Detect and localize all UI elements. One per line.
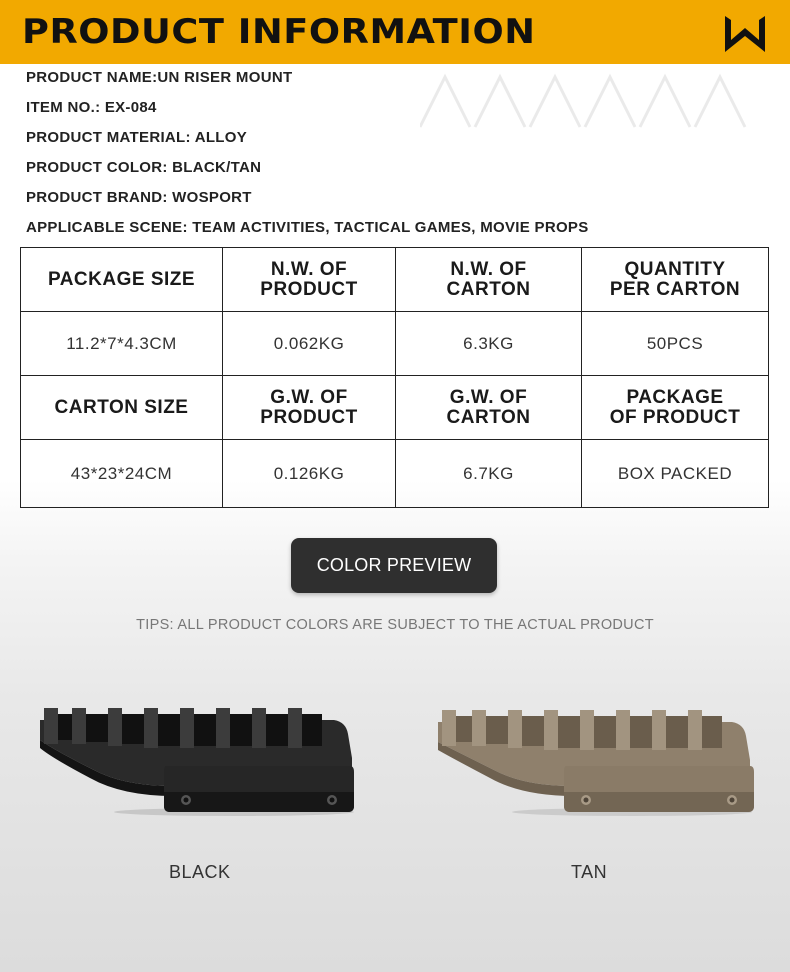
table-cell: 6.7KG (396, 440, 582, 508)
header-label: G.W. OF (270, 386, 348, 408)
header-label: OF PRODUCT (609, 406, 741, 428)
table-header-row (21, 248, 769, 312)
header-label: G.W. OF (449, 386, 528, 408)
brand-text: PRODUCT BRAND: WOSPORT (26, 189, 252, 206)
item-number-text: ITEM NO.: EX-084 (26, 99, 157, 116)
header-label: N.W. OF (450, 258, 527, 280)
table-header-cell (223, 376, 396, 440)
product-info-list (26, 70, 766, 250)
header-label: CARTON (446, 406, 531, 428)
table-header-row (21, 376, 769, 440)
w-brand-logo-icon (722, 14, 768, 54)
table-cell: 11.2*7*4.3CM (21, 312, 223, 376)
header-label: PER CARTON (609, 278, 741, 300)
table-header-cell (21, 248, 223, 312)
black-color-label: BLACK (169, 862, 231, 882)
table-cell: 0.062KG (223, 312, 396, 376)
color-preview-button[interactable]: COLOR PREVIEW (291, 538, 497, 593)
color-text: PRODUCT COLOR: BLACK/TAN (26, 159, 262, 176)
header-label: PACKAGE SIZE (47, 268, 196, 290)
table-header-cell (21, 376, 223, 440)
header-label: PRODUCT (260, 278, 358, 300)
spec-table (20, 247, 769, 508)
table-cell: 50PCS (582, 312, 769, 376)
material-text: PRODUCT MATERIAL: ALLOY (26, 129, 248, 146)
table-row (21, 312, 769, 376)
header-banner (0, 0, 790, 64)
tan-riser-mount-image (432, 702, 758, 818)
table-cell: 43*23*24CM (21, 440, 223, 508)
table-cell: 6.3KG (396, 312, 582, 376)
header-label: PACKAGE (626, 386, 724, 408)
page-title: PRODUCT INFORMATION (22, 12, 536, 52)
table-header-cell (223, 248, 396, 312)
tips-text: TIPS: ALL PRODUCT COLORS ARE SUBJECT TO THE ACTUAL PRODUCT (136, 617, 654, 633)
table-header-cell (396, 376, 582, 440)
table-cell: 0.126KG (223, 440, 396, 508)
tan-color-label: TAN (571, 862, 608, 882)
header-label: CARTON (446, 278, 531, 300)
table-header-cell (396, 248, 582, 312)
table-header-cell (582, 376, 769, 440)
black-riser-mount-image (34, 700, 356, 818)
scene-text: APPLICABLE SCENE: TEAM ACTIVITIES, TACTICAL GAMES, MOVIE PROPS (26, 219, 589, 236)
product-name-text: PRODUCT NAME:UN RISER MOUNT (26, 69, 293, 86)
header-label: QUANTITY (624, 258, 726, 280)
table-header-cell (582, 248, 769, 312)
table-cell: BOX PACKED (582, 440, 769, 508)
header-label: N.W. OF (270, 258, 348, 280)
header-label: PRODUCT (260, 406, 358, 428)
header-label: CARTON SIZE (54, 396, 189, 418)
table-row (21, 440, 769, 508)
